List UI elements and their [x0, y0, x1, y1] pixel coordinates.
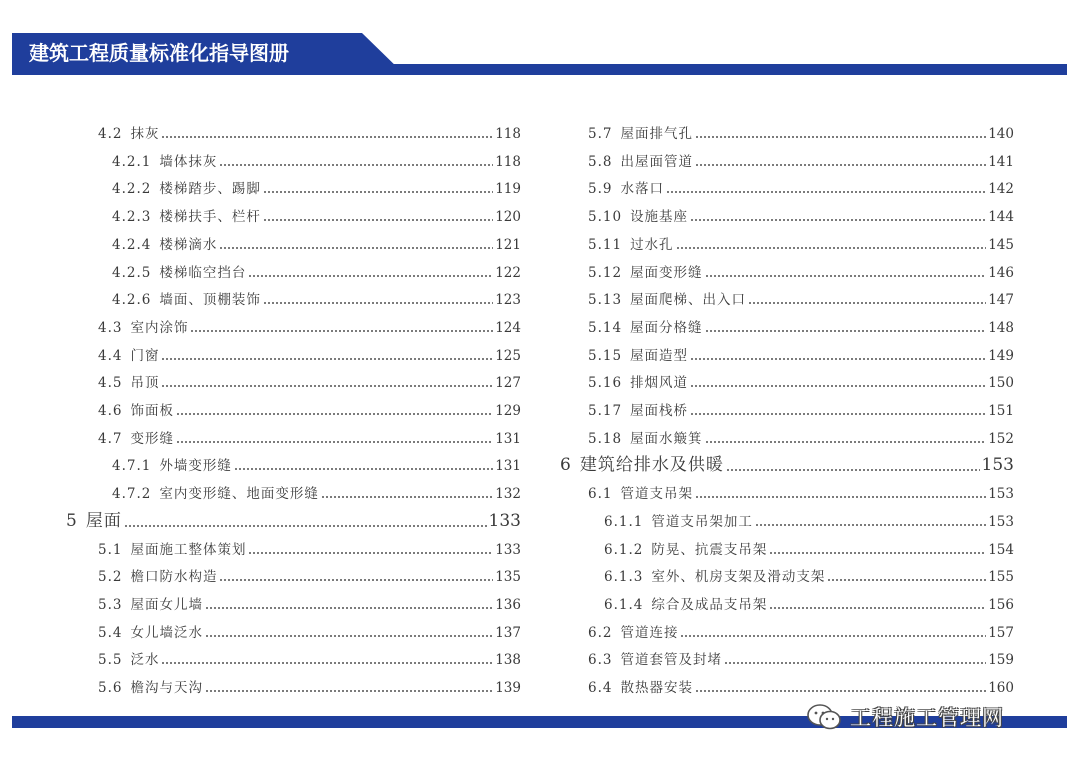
toc-leader-dots: [705, 441, 987, 443]
toc-entry-number: 5.4: [98, 624, 123, 641]
toc-leader-dots: [205, 607, 493, 609]
toc-entry-title: 墙面、顶棚装饰: [159, 292, 261, 309]
toc-leader-dots: [690, 413, 986, 415]
toc-chapter: [58, 509, 521, 533]
toc-page-number: 150: [988, 375, 1014, 392]
toc-page-number: 153: [988, 486, 1014, 503]
toc-entry-title: 管道套管及封堵: [620, 652, 722, 669]
toc-entry-number: 5.11: [588, 236, 623, 253]
toc-leader-dots: [161, 358, 493, 360]
toc-entry-title: 屋面造型: [630, 347, 689, 364]
toc-entry-number: 6.1.2: [604, 541, 644, 558]
toc-leader-dots: [705, 275, 987, 277]
toc-entry-number: 6.1.1: [604, 513, 644, 530]
toc-leader-dots: [690, 385, 986, 387]
toc-entry-number: 5.3: [98, 596, 123, 613]
toc-entry-title: 管道支吊架: [620, 486, 693, 503]
toc-leader-dots: [234, 468, 493, 470]
toc-entry-title: 出屋面管道: [620, 153, 693, 170]
toc-entry: [58, 179, 521, 199]
toc-entry-number: 5: [66, 510, 78, 531]
toc-entry-number: 5.5: [98, 652, 123, 669]
page-title: 建筑工程质量标准化指导图册: [29, 41, 289, 65]
toc-entry-number: 5.1: [98, 541, 123, 558]
toc-entry-number: 5.12: [588, 264, 623, 281]
toc-entry-number: 5.13: [588, 292, 623, 309]
toc-entry-title: 室内涂饰: [130, 319, 189, 336]
toc-leader-dots: [190, 330, 493, 332]
toc-entry-number: 5.8: [588, 153, 613, 170]
toc-leader-dots: [690, 358, 986, 360]
toc-page-number: 131: [495, 430, 521, 447]
toc-entry-number: 4.6: [98, 403, 123, 419]
toc-page-number: 118: [495, 153, 521, 170]
toc-entry-number: 5.15: [588, 347, 623, 364]
toc-entry: [554, 540, 1014, 560]
toc-leader-dots: [248, 552, 493, 554]
toc-entry: [58, 290, 521, 310]
toc-leader-dots: [248, 275, 493, 277]
toc-entry-number: 6.2: [588, 624, 613, 641]
toc-entry-title: 水落口: [620, 181, 664, 198]
toc-entry: [554, 512, 1014, 532]
toc-entry: [58, 263, 521, 283]
toc-entry-number: 5.2: [98, 569, 123, 586]
toc-entry-title: 散热器安装: [620, 680, 693, 696]
toc-entry-number: 5.7: [588, 126, 613, 142]
watermark-text: 工程施工管理网: [850, 706, 1004, 730]
toc-leader-dots: [755, 524, 986, 526]
toc-page-number: 135: [495, 569, 521, 586]
toc-entry: [58, 346, 521, 366]
toc-entry-title: 檐口防水构造: [130, 569, 218, 586]
toc-page-number: 123: [495, 292, 521, 309]
toc-leader-dots: [769, 607, 986, 609]
toc-entry-title: 楼梯滴水: [159, 236, 218, 253]
toc-page-number: 124: [495, 319, 521, 336]
toc-entry-number: 6.3: [588, 652, 613, 669]
toc-entry-title: 女儿墙泛水: [130, 624, 203, 641]
toc-leader-dots: [263, 191, 493, 193]
toc-entry: [554, 484, 1014, 504]
toc-entry-title: 外墙变形缝: [159, 458, 232, 475]
toc-entry: [58, 373, 521, 393]
toc-page-number: 146: [988, 264, 1014, 281]
toc-entry-title: 屋面爬梯、出入口: [630, 292, 747, 309]
toc-entry-number: 4.2.2: [112, 181, 152, 198]
toc-entry-title: 屋面分格缝: [630, 319, 703, 336]
toc-entry-number: 4.7.1: [112, 458, 152, 475]
toc-entry: [58, 124, 521, 144]
toc-entry-number: 5.10: [588, 209, 623, 226]
toc-entry: [554, 263, 1014, 283]
toc-entry: [554, 152, 1014, 172]
toc-page-number: 155: [988, 569, 1014, 586]
toc-entry-title: 墙体抹灰: [159, 153, 218, 170]
toc-page-number: 141: [988, 153, 1014, 170]
toc-page-number: 138: [495, 652, 521, 669]
toc-page-number: 154: [988, 541, 1014, 558]
toc-entry-title: 屋面: [85, 510, 122, 531]
toc-page-number: 120: [495, 209, 521, 226]
toc-chapter: [554, 453, 1014, 477]
toc-entry-number: 4.2.6: [112, 292, 152, 309]
toc-leader-dots: [205, 690, 493, 692]
toc-page-number: 140: [988, 126, 1014, 142]
toc-entry: [554, 429, 1014, 449]
toc-page-number: 122: [495, 264, 521, 281]
toc-page-number: 137: [495, 624, 521, 641]
toc-entry-number: 6.1.3: [604, 569, 644, 586]
page-header: [0, 0, 1080, 80]
toc-entry-number: 5.18: [588, 430, 623, 447]
toc-entry: [58, 678, 521, 698]
toc-entry-number: 4.2.1: [112, 153, 152, 170]
toc-entry-number: 4.4: [98, 347, 123, 364]
toc-entry-number: 4.2.3: [112, 209, 152, 226]
toc-entry-title: 建筑给排水及供暖: [579, 455, 724, 476]
toc-leader-dots: [676, 247, 987, 249]
toc-entry: [58, 401, 521, 421]
toc-entry-number: 4.2: [98, 126, 123, 142]
toc-entry-title: 屋面排气孔: [620, 126, 693, 142]
toc-entry: [554, 678, 1014, 698]
toc-page-number: 136: [495, 596, 521, 613]
toc-entry-number: 5.14: [588, 319, 623, 336]
toc-leader-dots: [124, 525, 487, 527]
toc-leader-dots: [666, 191, 986, 193]
toc-entry: [58, 567, 521, 587]
toc-entry: [554, 650, 1014, 670]
toc-page-number: 125: [495, 347, 521, 364]
toc-entry: [554, 373, 1014, 393]
toc-page-number: 131: [495, 458, 521, 475]
toc-leader-dots: [176, 441, 493, 443]
toc-entry-number: 6.1.4: [604, 596, 644, 613]
toc-entry-title: 过水孔: [630, 236, 674, 253]
toc-entry-title: 泛水: [130, 652, 160, 669]
toc-entry-number: 4.5: [98, 375, 123, 392]
toc-entry-title: 饰面板: [130, 403, 174, 419]
toc-leader-dots: [205, 635, 493, 637]
toc-entry: [58, 207, 521, 227]
toc-page-number: 147: [988, 292, 1014, 309]
toc-page-number: 160: [988, 680, 1014, 696]
toc-entry-number: 6.1: [588, 486, 613, 503]
toc-leader-dots: [161, 136, 493, 138]
toc-leader-dots: [219, 247, 493, 249]
toc-entry-title: 屋面水簸箕: [630, 430, 703, 447]
toc-entry-title: 吊顶: [130, 375, 160, 392]
toc-entry: [58, 152, 521, 172]
toc-page-number: 144: [988, 209, 1014, 226]
toc-entry: [58, 318, 521, 338]
toc-page-number: 148: [988, 319, 1014, 336]
toc-leader-dots: [161, 662, 493, 664]
toc-entry-title: 排烟风道: [630, 375, 689, 392]
toc-page-number: 159: [988, 652, 1014, 669]
toc-leader-dots: [695, 136, 986, 138]
toc-entry-title: 楼梯临空挡台: [159, 264, 247, 281]
toc-page-number: 119: [495, 181, 521, 198]
toc-entry-number: 4.7: [98, 430, 123, 447]
toc-entry-title: 室内变形缝、地面变形缝: [159, 486, 319, 503]
toc-page-number: 153: [981, 455, 1014, 476]
wechat-icon: [806, 703, 842, 731]
toc-page-number: 149: [988, 347, 1014, 364]
toc-leader-dots: [695, 496, 986, 498]
toc-entry-title: 屋面变形缝: [630, 264, 703, 281]
toc-entry: [58, 484, 521, 504]
toc-entry: [554, 623, 1014, 643]
toc-entry-title: 屋面施工整体策划: [130, 541, 247, 558]
toc-entry-number: 4.7.2: [112, 486, 152, 503]
toc-leader-dots: [695, 690, 986, 692]
toc-entry-number: 5.17: [588, 403, 623, 419]
toc-page-number: 121: [495, 236, 521, 253]
toc-leader-dots: [263, 302, 493, 304]
toc-entry: [554, 179, 1014, 199]
toc-page-number: 142: [988, 181, 1014, 198]
toc-entry-title: 防晃、抗震支吊架: [651, 541, 768, 558]
toc-entry: [58, 623, 521, 643]
toc-entry-number: 4.2.5: [112, 264, 152, 281]
toc-page-number: 129: [495, 403, 521, 419]
toc-entry-title: 变形缝: [130, 430, 174, 447]
toc-page-number: 132: [495, 486, 521, 503]
toc-entry: [58, 429, 521, 449]
toc-leader-dots: [321, 496, 493, 498]
toc-entry-title: 设施基座: [630, 209, 689, 226]
toc-entry-title: 屋面女儿墙: [130, 596, 203, 613]
toc-entry-title: 室外、机房支架及滑动支架: [651, 569, 826, 586]
toc-entry: [554, 567, 1014, 587]
toc-entry-number: 5.16: [588, 375, 623, 392]
toc-page-number: 153: [988, 513, 1014, 530]
toc-leader-dots: [161, 385, 493, 387]
toc-entry: [554, 124, 1014, 144]
toc-entry: [58, 540, 521, 560]
toc-entry-title: 管道连接: [620, 624, 679, 641]
toc-entry: [554, 401, 1014, 421]
toc-leader-dots: [695, 164, 986, 166]
toc-leader-dots: [690, 219, 986, 221]
toc-entry: [58, 650, 521, 670]
toc-entry: [58, 595, 521, 615]
toc-entry-number: 4.2.4: [112, 236, 152, 253]
toc-entry-title: 综合及成品支吊架: [651, 596, 768, 613]
toc-leader-dots: [769, 552, 986, 554]
toc-leader-dots: [827, 579, 986, 581]
toc-leader-dots: [726, 469, 980, 471]
toc-leader-dots: [724, 662, 986, 664]
toc-entry-title: 檐沟与天沟: [130, 680, 203, 696]
toc-page-number: 127: [495, 375, 521, 392]
toc-entry: [554, 346, 1014, 366]
toc-entry: [58, 235, 521, 255]
toc-page-number: 151: [988, 403, 1014, 419]
toc-entry-number: 5.9: [588, 181, 613, 198]
toc-page-number: 133: [488, 510, 521, 531]
toc-entry-title: 楼梯扶手、栏杆: [159, 209, 261, 226]
toc-leader-dots: [680, 635, 986, 637]
toc-page-number: 118: [495, 126, 521, 142]
toc-entry-title: 抹灰: [130, 126, 160, 142]
toc-page-number: 139: [495, 680, 521, 696]
watermark: [806, 700, 1004, 734]
toc-leader-dots: [219, 579, 493, 581]
toc-entry-number: 6.4: [588, 680, 613, 696]
toc-entry-title: 屋面栈桥: [630, 403, 689, 419]
toc-leader-dots: [176, 413, 493, 415]
toc-page-number: 157: [988, 624, 1014, 641]
toc-entry-number: 5.6: [98, 680, 123, 696]
toc-entry-number: 6: [560, 455, 572, 476]
toc-entry: [554, 207, 1014, 227]
toc-leader-dots: [263, 219, 493, 221]
toc-page-number: 152: [988, 430, 1014, 447]
toc-entry: [554, 235, 1014, 255]
toc-page-number: 133: [495, 541, 521, 558]
toc-leader-dots: [748, 302, 986, 304]
toc-entry-number: 4.3: [98, 319, 123, 336]
toc-entry: [554, 290, 1014, 310]
toc-page-number: 156: [988, 596, 1014, 613]
toc-leader-dots: [705, 330, 987, 332]
toc-entry: [554, 318, 1014, 338]
toc-entry-title: 楼梯踏步、踢脚: [159, 181, 261, 198]
toc-page-number: 145: [988, 236, 1014, 253]
toc-entry: [58, 456, 521, 476]
toc-entry: [554, 595, 1014, 615]
toc-leader-dots: [219, 164, 493, 166]
toc-entry-title: 管道支吊架加工: [651, 513, 753, 530]
toc-entry-title: 门窗: [130, 347, 160, 364]
